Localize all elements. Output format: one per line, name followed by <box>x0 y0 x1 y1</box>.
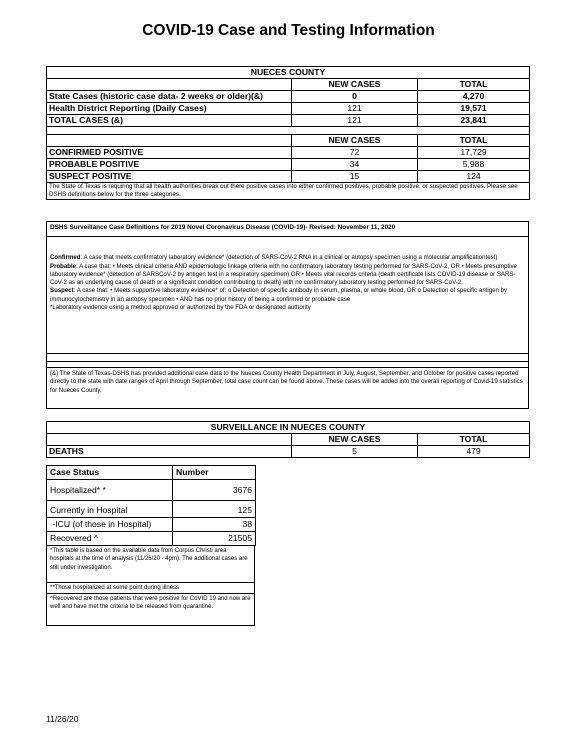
new-cases-header: NEW CASES <box>292 79 418 91</box>
row-new: 34 <box>292 159 418 171</box>
case-status-header: Case Status <box>47 466 173 480</box>
table-row <box>47 171 530 183</box>
row-new: 121 <box>292 115 418 127</box>
status-label: Currently in Hospital <box>47 501 173 518</box>
status-value: 21505 <box>173 532 256 546</box>
additional-case-note: (&) The State of Texas-DSHS has provided additional case data to the Nueces County Health Department in July, August, September, and October for positive cases reported directly to the state with date ranges of April through September, total case count can be found above. These cases will be added into the overall reporting of Covid-19 statistics for Nueces County. <box>46 367 529 409</box>
probable-definition: Probable: A case that: • Meets clinical criteria AND epidemiologic linkage criteria with no confirmatory laboratory testing performed for SARS-CoV-2, OR • Meets presumptive laboratory evidence* (detection of SARSCoV-2 by antigen test in a respiratory specimen) OR • Meets vital records criteria (death certificate lists COVID-19 disease or SARS-CoV-2 as an underlying cause of death or a significant condition contributing to death) with no confirmatory laboratory testing performed for SARS-CoV-2. <box>50 262 517 287</box>
table-row <box>47 446 530 458</box>
new-cases-header: NEW CASES <box>292 135 418 147</box>
suspect-definition: Suspect: A case that: • Meets supportive laboratory evidence* of: o Detection of specific antibody in serum, plasma, or whole blood, OR o Detection of specific antigen by immunocytochemistry in an autopsy specimen • AND has no prior history of being a confirmed or probable case <box>50 287 508 303</box>
table-row <box>47 135 530 147</box>
dshs-heading: DSHS Surveillance Case Definitions for 2019 Novel Coronavirus Disease (COVID-19)- Revised: November 11, 2020 <box>50 224 396 231</box>
table-row <box>47 518 256 532</box>
table-row <box>47 532 256 546</box>
deaths-new: 5 <box>292 446 418 458</box>
table-row <box>47 103 530 115</box>
nueces-county-table <box>46 66 530 200</box>
status-label: -ICU (of those in Hospital) <box>47 518 173 532</box>
deaths-label: DEATHS <box>47 446 292 458</box>
row-label: State Cases (historic case data- 2 weeks or older)(&) <box>47 91 292 103</box>
number-header: Number <box>173 466 256 480</box>
status-value: 125 <box>173 501 256 518</box>
report-date: 11/26/20 <box>46 714 79 724</box>
row-new: 15 <box>292 171 418 183</box>
table-row <box>47 67 530 79</box>
row-label: PROBABLE POSITIVE <box>47 159 292 171</box>
status-note-hospitalized: **Those hospitalized at some point during illness <box>46 583 255 594</box>
row-label: Health District Reporting (Daily Cases) <box>47 103 292 115</box>
table-row <box>47 115 530 127</box>
row-new: 121 <box>292 103 418 115</box>
row-total: 4,270 <box>418 91 530 103</box>
row-label: SUSPECT POSITIVE <box>47 171 292 183</box>
row-total: 23,841 <box>418 115 530 127</box>
row-label: CONFIRMED POSITIVE <box>47 147 292 159</box>
positives-footnote: The State of Texas is requiring that all health authorities break out there positive cases into either confirmed positives, probable positive, or suspected positives. Please see DSHS definitions below for the three categories. <box>47 183 530 200</box>
row-total: 19,571 <box>418 103 530 115</box>
status-note-analysis: *This table is based on the available data from Corpus Christi area hospitals at the time of analysis (11/26/20 - 4pm). The additional cases are still under investigation. <box>46 545 255 583</box>
surveillance-table <box>46 421 530 458</box>
total-header: TOTAL <box>418 79 530 91</box>
surveillance-header: SURVEILLANCE IN NUECES COUNTY <box>47 422 530 434</box>
status-label: Hospitalized* * <box>47 480 173 501</box>
table-row <box>47 159 530 171</box>
row-total: 124 <box>418 171 530 183</box>
row-new: 72 <box>292 147 418 159</box>
dshs-definitions <box>46 221 529 368</box>
total-header: TOTAL <box>418 434 530 446</box>
row-label: TOTAL CASES (&) <box>47 115 292 127</box>
row-new: 0 <box>292 91 418 103</box>
case-status-table <box>46 465 256 546</box>
table-row <box>47 501 256 518</box>
lab-evidence-note: *Laboratory evidence using a method approved or authorized by the FDA or designated authority <box>50 304 311 312</box>
row-total: 17,729 <box>418 147 530 159</box>
table-row <box>47 79 530 91</box>
status-label: Recovered ^ <box>47 532 173 546</box>
nueces-county-header: NUECES COUNTY <box>47 67 530 79</box>
table-row <box>47 147 530 159</box>
row-total: 5,988 <box>418 159 530 171</box>
total-header: TOTAL <box>418 135 530 147</box>
table-row <box>47 91 530 103</box>
new-cases-header: NEW CASES <box>292 434 418 446</box>
confirmed-definition: Confirmed: A case that meets confirmatory laboratory evidence* (detection of SARS-CoV-2 RNA in a clinical or autopsy specimen using a molecular amplificationtest) <box>50 254 498 262</box>
status-value: 3676 <box>173 480 256 501</box>
page-title: COVID-19 Case and Testing Information <box>142 22 435 39</box>
table-row <box>47 480 256 501</box>
status-value: 38 <box>173 518 256 532</box>
status-note-recovered: ^Recovered are those patients that were positive for CoVID 19 and now are well and have met the criteria to be released from quarantine. <box>46 594 255 626</box>
deaths-total: 479 <box>418 446 530 458</box>
